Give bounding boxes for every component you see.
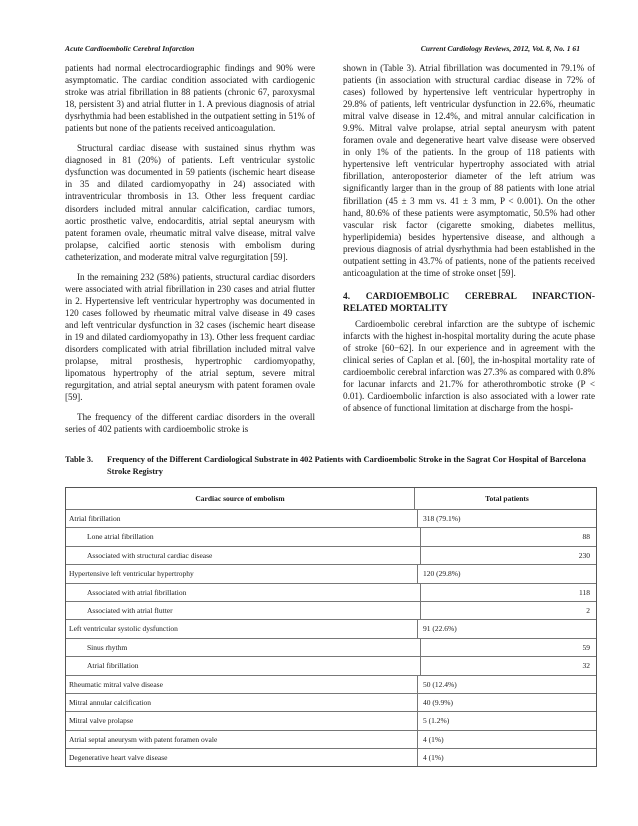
column-header: Total patients — [485, 494, 529, 503]
row-label: Lone atrial fibrillation — [69, 528, 421, 545]
row-label: Associated with structural cardiac disease — [69, 547, 421, 564]
table-row — [66, 620, 596, 638]
table-row — [66, 565, 596, 583]
row-value: 4 (1%) — [423, 734, 444, 744]
row-label: Degenerative heart valve disease — [69, 749, 418, 766]
journal-citation: Current Cardiology Reviews, 2012, Vol. 8, No. 1 61 — [420, 44, 580, 53]
row-label: Atrial fibrillation — [69, 657, 421, 674]
paragraph: shown in (Table 3). Atrial fibrillation was documented in 79.1% of patients (in association with structural cardiac disease in 72% of cases) followed by hypertensive left ventricular hypertrophy in 29.8% of patients, left ventricular dysfunction in 22.6%, rheumatic mitral valve disease in 12.4%, and mitral annular calcification in 9.9%. Mitral valve prolapse, atrial septal aneurysm with patent foramen ovale and degenerative heart valve disease were observed in only 1% of the patients. In the group of 118 patients with hypertensive left ventricular hypertrophy associated with atrial fibrillation, anteroposterior diameter of the left atrium was significantly larger than in the group of 88 patients with lone atrial fibrillation (45 ± 3 mm vs. 41 ± 3 mm, P < 0.001). On the other hand, 80.6% of these patients were asymptomatic, 50.5% had other vascular risk factor (cigarette smoking, diabetes mellitus, hyperlipidemia) besides hypertensive disease, and although a previous diagnosis of atrial dysrhythmia had been established in the outpatient setting in 43.7% of patients, none of the patients received anticoagulation at the time of stroke onset [59]. — [343, 63, 595, 278]
table-row — [66, 712, 596, 730]
right-text-column — [343, 62, 595, 414]
running-header — [65, 44, 580, 56]
row-value: 50 (12.4%) — [423, 679, 457, 689]
table-row — [66, 528, 596, 546]
row-value: 32 — [582, 661, 590, 671]
row-label: Left ventricular systolic dysfunction — [69, 620, 418, 637]
row-label: Associated with atrial fibrillation — [69, 584, 421, 601]
row-label: Atrial septal aneurysm with patent foramen ovale — [69, 731, 418, 748]
row-value: 88 — [582, 532, 590, 542]
column-header: Cardiac source of embolism — [66, 488, 415, 509]
row-label: Hypertensive left ventricular hypertrophy — [69, 565, 418, 582]
running-title: Acute Cardioembolic Cerebral Infarction — [65, 44, 195, 53]
row-value: 5 (1.2%) — [423, 716, 450, 726]
row-value: 118 — [579, 587, 590, 597]
table-row — [66, 749, 596, 766]
row-value: 2 — [586, 605, 590, 615]
table-title: Frequency of the Different Cardiological Substrate in 402 Patients with Cardioembolic Stroke in the Sagrat Cor Hospital of Barcelona Stroke Registry — [107, 455, 586, 476]
section-heading: 4. CARDIOEMBOLIC CEREBRAL INFARCTION-RELATED MORTALITY — [343, 291, 595, 314]
table-row — [66, 657, 596, 675]
table-row — [66, 694, 596, 712]
paragraph: The frequency of the different cardiac disorders in the overall series of 402 patients with cardioembolic stroke is — [65, 412, 315, 435]
paragraph: In the remaining 232 (58%) patients, structural cardiac disorders were associated with atrial fibrillation in 230 cases and atrial flutter in 2. Hypertensive left ventricular hypertrophy was documented in 120 cases followed by rheumatic mitral valve disease in 49 cases and left ventricular dysfunction in 32 cases (ischemic heart disease in 19 and dilated cardiomyopathy in 13). Other less frequent cardiac disorders complicated with atrial fibrillation included mitral valve prolapse, mitral prosthesis, hypertrophic cardiomyopathy, lipomatous hypertrophy of the atrial septum, severe mitral regurgitation, and atrial septal aneurysm with patent foramen ovale [59]. — [65, 271, 315, 403]
row-value: 59 — [582, 642, 590, 652]
table-row — [66, 731, 596, 749]
table-row — [66, 639, 596, 657]
row-value: 318 (79.1%) — [423, 514, 461, 523]
row-value: 91 (22.6%) — [423, 624, 457, 634]
row-value: 230 — [578, 550, 590, 560]
row-value: 120 (29.8%) — [423, 569, 461, 579]
table-row — [66, 602, 596, 620]
table-row — [66, 510, 596, 528]
paragraph: Structural cardiac disease with sustained sinus rhythm was diagnosed in 81 (20%) of patients. Left ventricular systolic dysfunction was documented in 59 patients (ischemic heart disease in 35 and dilated cardiomyopathy in 24) associated with intraventricular thrombosis in 13. Other less frequent cardiac disorders included mitral annular calcification, cardiac tumors, aortic prosthetic valve, endocarditis, atrial septal aneurysm with patent foramen ovale, rheumatic mitral valve disease, mitral valve prolapse, calcified aortic stenosis with embolism during catheterization, and moderate mitral valve regurgitation [59]. — [65, 143, 315, 262]
table-row — [66, 676, 596, 694]
row-value: 4 (1%) — [423, 753, 444, 763]
table-row — [66, 584, 596, 602]
data-table — [65, 487, 597, 767]
row-label: Mitral annular calcification — [69, 694, 418, 711]
table-label: Table 3. — [65, 455, 94, 464]
table-header-row — [66, 488, 596, 510]
row-label: Atrial fibrillation — [69, 510, 418, 527]
paragraph: patients had normal electrocardiographic findings and 90% were asymptomatic. The cardiac condition associated with cardiogenic stroke was atrial fibrillation in 88 patients (chronic 67, paroxysmal 18, persistent 3) and atrial flutter in 1. A previous diagnosis of atrial dysrhythmia had been established in the outpatient setting in 51% of patients but none of the patients received anticoagulation. — [65, 63, 315, 134]
paragraph: Cardioembolic cerebral infarction are the subtype of ischemic infarcts with the highest in-hospital mortality during the acute phase of stroke [60−62]. In our experience and in agreement with the clinical series of Caplan et al. [60], the in-hospital mortality rate of cardioembolic cerebral infarction was 27.3% as compared with 0.8% for lacunar infarcts and 21.7% for atherothrombotic stroke (P < 0.01). Cardioembolic infarction is also associated with a lower rate of absence of functional limitation at discharge from the hospi- — [343, 318, 595, 414]
left-text-column — [65, 62, 315, 435]
row-label: Rheumatic mitral valve disease — [69, 676, 418, 693]
row-label: Sinus rhythm — [69, 639, 421, 656]
table-row — [66, 547, 596, 565]
row-value: 40 (9.9%) — [423, 697, 453, 707]
row-label: Associated with atrial flutter — [69, 602, 421, 619]
row-label: Mitral valve prolapse — [69, 712, 418, 729]
